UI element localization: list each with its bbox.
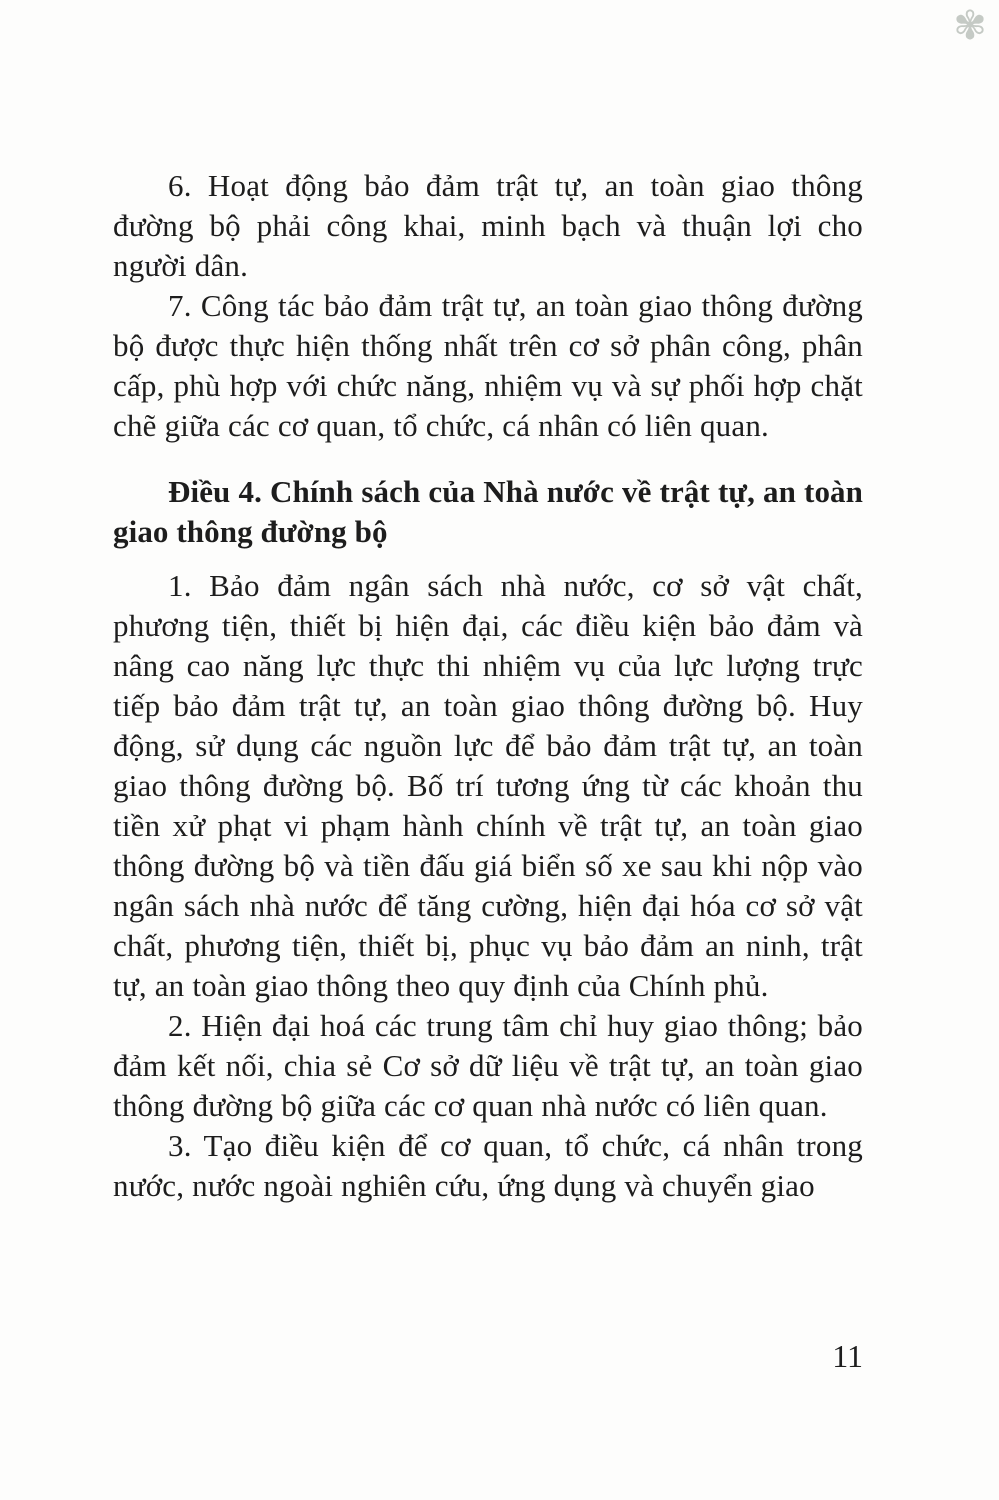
paragraph-clause-3: 3. Tạo điều kiện để cơ quan, tổ chức, cá nhân trong nước, nước ngoài nghiên cứu, ứng dụng và chuyển giao xyxy=(113,1128,863,1203)
paragraph-clause-1: 1. Bảo đảm ngân sách nhà nước, cơ sở vật chất, phương tiện, thiết bị hiện đại, các điều kiện bảo đảm và nâng cao năng lực thực thi nhiệm vụ của lực lượng trực tiếp bảo đảm trật tự, an toàn giao thông đường bộ. Huy động, sử dụng các nguồn lực để bảo đảm trật tự, an toàn giao thông đường bộ. Bố trí tương ứng từ các khoản thu tiền xử phạt vi phạm hành chính về trật tự, an toàn giao thông đường bộ và tiền đấu giá biển số xe sau khi nộp vào ngân sách nhà nước để tăng cường, hiện đại hóa cơ sở vật chất, phương tiện, thiết bị, phục vụ bảo đảm an ninh, trật tự, an toàn giao thông theo quy định của Chính phủ. xyxy=(113,568,863,1003)
paragraph-clause-6: 6. Hoạt động bảo đảm trật tự, an toàn giao thông đường bộ phải công khai, minh bạch và thuận lợi cho người dân. xyxy=(113,168,863,283)
paragraph-clause-7: 7. Công tác bảo đảm trật tự, an toàn giao thông đường bộ được thực hiện thống nhất trên cơ sở phân công, phân cấp, phù hợp với chức năng, nhiệm vụ và sự phối hợp chặt chẽ giữa các cơ quan, tổ chức, cá nhân có liên quan. xyxy=(113,288,863,443)
page-text-block xyxy=(113,166,863,1206)
section-heading-dieu-4: Điều 4. Chính sách của Nhà nước về trật tự, an toàn giao thông đường bộ xyxy=(113,474,863,549)
flower-icon: ✾ xyxy=(953,3,987,48)
page-number: 11 xyxy=(832,1338,863,1374)
paragraph-clause-2: 2. Hiện đại hoá các trung tâm chỉ huy giao thông; bảo đảm kết nối, chia sẻ Cơ sở dữ liệu về trật tự, an toàn giao thông đường bộ giữa các cơ quan nhà nước có liên quan. xyxy=(113,1008,863,1123)
